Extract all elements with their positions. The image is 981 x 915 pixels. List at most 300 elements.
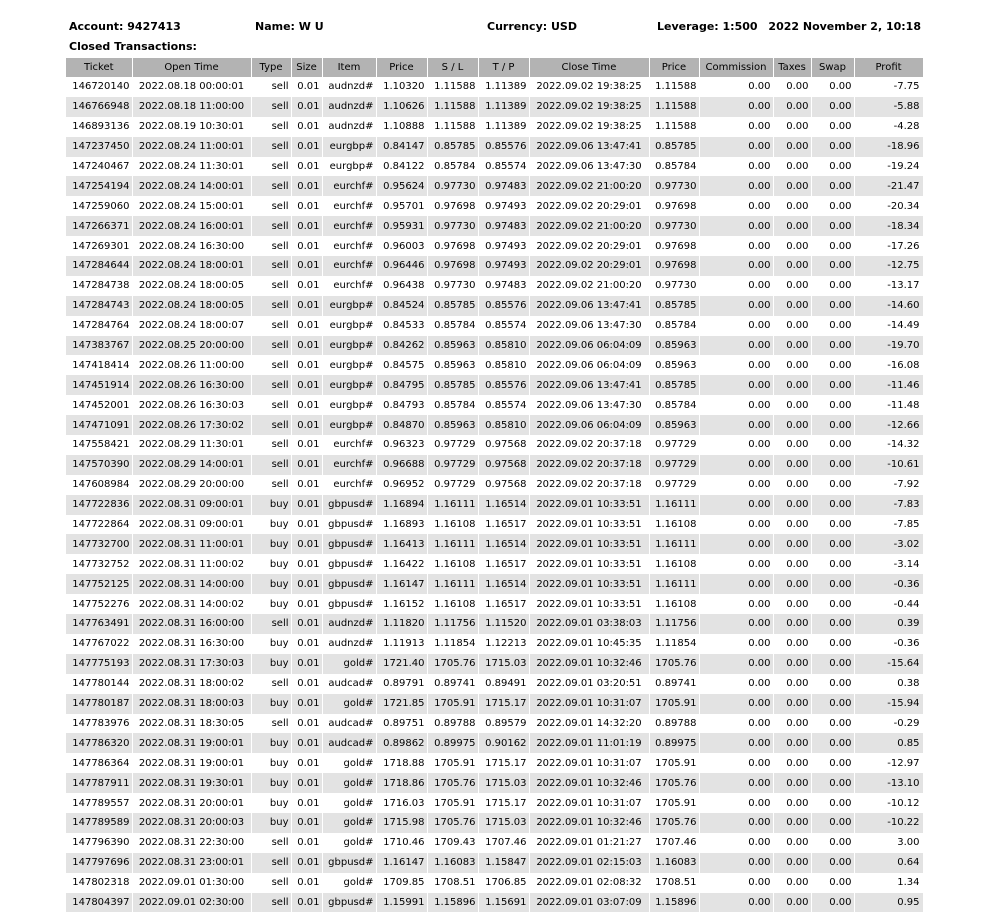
cell-commission: 0.00: [699, 554, 773, 574]
cell-take-profit: 1.11389: [478, 97, 529, 117]
column-header-open-time: Open Time: [132, 58, 251, 77]
table-row: [66, 415, 923, 435]
cell-close-time: 2022.09.01 03:38:03: [529, 614, 649, 634]
cell-close-time: 2022.09.02 21:00:20: [529, 216, 649, 236]
cell-taxes: 0.00: [773, 395, 811, 415]
cell-commission: 0.00: [699, 256, 773, 276]
cell-size: 0.01: [291, 853, 322, 873]
cell-size: 0.01: [291, 634, 322, 654]
cell-profit: -0.29: [854, 714, 923, 734]
cell-profit: -7.85: [854, 515, 923, 535]
table-row: [66, 614, 923, 634]
cell-taxes: 0.00: [773, 415, 811, 435]
cell-type: sell: [251, 77, 291, 97]
cell-stop-loss: 1709.43: [427, 833, 478, 853]
table-row: [66, 495, 923, 515]
cell-close-price: 1.11588: [649, 117, 699, 137]
cell-taxes: 0.00: [773, 714, 811, 734]
cell-open-price: 1.16894: [376, 495, 427, 515]
cell-swap: 0.00: [811, 276, 854, 296]
cell-close-time: 2022.09.01 02:08:32: [529, 873, 649, 893]
cell-swap: 0.00: [811, 893, 854, 913]
cell-taxes: 0.00: [773, 77, 811, 97]
cell-ticket: 147722864: [66, 515, 132, 535]
cell-stop-loss: 1705.91: [427, 793, 478, 813]
cell-close-time: 2022.09.02 19:38:25: [529, 77, 649, 97]
cell-taxes: 0.00: [773, 674, 811, 694]
cell-ticket: 147767022: [66, 634, 132, 654]
cell-open-price: 0.95931: [376, 216, 427, 236]
cell-open-time: 2022.08.24 11:00:01: [132, 137, 251, 157]
cell-swap: 0.00: [811, 395, 854, 415]
cell-swap: 0.00: [811, 733, 854, 753]
cell-stop-loss: 1.11588: [427, 117, 478, 137]
cell-item: gbpusd#: [322, 594, 376, 614]
cell-ticket: 147451914: [66, 375, 132, 395]
cell-close-price: 0.85963: [649, 415, 699, 435]
cell-ticket: 147763491: [66, 614, 132, 634]
cell-commission: 0.00: [699, 137, 773, 157]
cell-profit: -13.17: [854, 276, 923, 296]
table-row: [66, 674, 923, 694]
cell-open-price: 0.84524: [376, 296, 427, 316]
cell-type: buy: [251, 813, 291, 833]
cell-close-price: 0.97698: [649, 196, 699, 216]
cell-open-price: 0.96952: [376, 475, 427, 495]
cell-type: sell: [251, 236, 291, 256]
cell-close-price: 0.89741: [649, 674, 699, 694]
cell-take-profit: 1715.17: [478, 793, 529, 813]
column-header-stop-loss: S / L: [427, 58, 478, 77]
cell-item: audcad#: [322, 674, 376, 694]
cell-open-time: 2022.08.24 18:00:05: [132, 276, 251, 296]
cell-profit: -3.02: [854, 534, 923, 554]
cell-commission: 0.00: [699, 515, 773, 535]
table-header-row: [66, 58, 923, 77]
cell-commission: 0.00: [699, 395, 773, 415]
cell-size: 0.01: [291, 614, 322, 634]
cell-take-profit: 0.85576: [478, 296, 529, 316]
cell-commission: 0.00: [699, 893, 773, 913]
table-row: [66, 813, 923, 833]
cell-open-time: 2022.08.31 14:00:00: [132, 574, 251, 594]
cell-take-profit: 1.16514: [478, 495, 529, 515]
cell-commission: 0.00: [699, 694, 773, 714]
table-row: [66, 395, 923, 415]
cell-open-price: 1.15991: [376, 893, 427, 913]
table-row: [66, 157, 923, 177]
cell-item: eurgbp#: [322, 375, 376, 395]
cell-stop-loss: 1.11854: [427, 634, 478, 654]
cell-type: sell: [251, 853, 291, 873]
account-leverage: Leverage: 1:500: [657, 20, 758, 33]
cell-item: eurgbp#: [322, 316, 376, 336]
cell-item: gold#: [322, 753, 376, 773]
cell-open-time: 2022.08.31 19:00:01: [132, 753, 251, 773]
cell-close-time: 2022.09.02 20:37:18: [529, 435, 649, 455]
cell-profit: -14.49: [854, 316, 923, 336]
cell-commission: 0.00: [699, 117, 773, 137]
cell-open-time: 2022.08.31 16:00:00: [132, 614, 251, 634]
cell-item: eurchf#: [322, 236, 376, 256]
cell-open-price: 0.96003: [376, 236, 427, 256]
column-header-swap: Swap: [811, 58, 854, 77]
cell-swap: 0.00: [811, 176, 854, 196]
cell-type: sell: [251, 176, 291, 196]
cell-swap: 0.00: [811, 694, 854, 714]
cell-open-price: 1709.85: [376, 873, 427, 893]
cell-open-price: 0.96438: [376, 276, 427, 296]
cell-close-time: 2022.09.01 11:01:19: [529, 733, 649, 753]
cell-commission: 0.00: [699, 475, 773, 495]
table-row: [66, 634, 923, 654]
cell-close-time: 2022.09.02 20:29:01: [529, 196, 649, 216]
cell-take-profit: 1706.85: [478, 873, 529, 893]
cell-size: 0.01: [291, 236, 322, 256]
cell-profit: -10.22: [854, 813, 923, 833]
cell-type: buy: [251, 634, 291, 654]
cell-open-time: 2022.08.31 22:30:00: [132, 833, 251, 853]
cell-size: 0.01: [291, 157, 322, 177]
cell-open-time: 2022.08.24 18:00:07: [132, 316, 251, 336]
cell-take-profit: 1707.46: [478, 833, 529, 853]
cell-open-time: 2022.08.31 11:00:01: [132, 534, 251, 554]
cell-profit: -10.61: [854, 455, 923, 475]
table-row: [66, 375, 923, 395]
table-row: [66, 475, 923, 495]
cell-profit: -14.32: [854, 435, 923, 455]
cell-open-time: 2022.08.24 18:00:01: [132, 256, 251, 276]
cell-profit: -4.28: [854, 117, 923, 137]
cell-ticket: 147732700: [66, 534, 132, 554]
cell-close-time: 2022.09.01 10:33:51: [529, 594, 649, 614]
cell-size: 0.01: [291, 833, 322, 853]
cell-taxes: 0.00: [773, 355, 811, 375]
cell-ticket: 147254194: [66, 176, 132, 196]
cell-close-time: 2022.09.01 10:33:51: [529, 515, 649, 535]
cell-swap: 0.00: [811, 77, 854, 97]
cell-close-price: 1708.51: [649, 873, 699, 893]
cell-type: sell: [251, 196, 291, 216]
cell-open-price: 1.16147: [376, 853, 427, 873]
cell-taxes: 0.00: [773, 157, 811, 177]
cell-open-price: 0.96323: [376, 435, 427, 455]
cell-commission: 0.00: [699, 375, 773, 395]
table-row: [66, 853, 923, 873]
cell-close-time: 2022.09.06 13:47:30: [529, 316, 649, 336]
cell-type: buy: [251, 534, 291, 554]
cell-item: audnzd#: [322, 77, 376, 97]
cell-take-profit: 0.85576: [478, 137, 529, 157]
cell-close-price: 1705.76: [649, 773, 699, 793]
cell-open-time: 2022.08.31 16:30:00: [132, 634, 251, 654]
table-row: [66, 97, 923, 117]
cell-open-price: 1.16147: [376, 574, 427, 594]
cell-close-time: 2022.09.01 14:32:20: [529, 714, 649, 734]
cell-take-profit: 1.11520: [478, 614, 529, 634]
cell-taxes: 0.00: [773, 853, 811, 873]
cell-ticket: 147608984: [66, 475, 132, 495]
cell-open-price: 1715.98: [376, 813, 427, 833]
cell-taxes: 0.00: [773, 196, 811, 216]
cell-swap: 0.00: [811, 515, 854, 535]
cell-close-price: 0.97698: [649, 256, 699, 276]
cell-take-profit: 1.16514: [478, 574, 529, 594]
cell-swap: 0.00: [811, 654, 854, 674]
cell-swap: 0.00: [811, 196, 854, 216]
cell-close-price: 0.85784: [649, 316, 699, 336]
column-header-taxes: Taxes: [773, 58, 811, 77]
cell-take-profit: 1.16514: [478, 534, 529, 554]
cell-ticket: 147284743: [66, 296, 132, 316]
cell-taxes: 0.00: [773, 296, 811, 316]
cell-close-price: 1705.91: [649, 694, 699, 714]
cell-ticket: 147796390: [66, 833, 132, 853]
cell-profit: -7.92: [854, 475, 923, 495]
cell-take-profit: 0.85810: [478, 355, 529, 375]
table-row: [66, 753, 923, 773]
cell-profit: -19.24: [854, 157, 923, 177]
cell-profit: -12.75: [854, 256, 923, 276]
table-row: [66, 554, 923, 574]
cell-take-profit: 0.89579: [478, 714, 529, 734]
cell-stop-loss: 0.97730: [427, 276, 478, 296]
cell-open-time: 2022.08.29 14:00:01: [132, 455, 251, 475]
cell-size: 0.01: [291, 415, 322, 435]
cell-size: 0.01: [291, 495, 322, 515]
cell-taxes: 0.00: [773, 634, 811, 654]
table-row: [66, 455, 923, 475]
cell-close-time: 2022.09.02 20:29:01: [529, 256, 649, 276]
cell-open-price: 0.84533: [376, 316, 427, 336]
cell-type: buy: [251, 694, 291, 714]
cell-open-price: 0.95624: [376, 176, 427, 196]
cell-taxes: 0.00: [773, 515, 811, 535]
cell-close-price: 1.16083: [649, 853, 699, 873]
cell-commission: 0.00: [699, 316, 773, 336]
cell-take-profit: 0.97568: [478, 455, 529, 475]
cell-swap: 0.00: [811, 614, 854, 634]
cell-open-price: 0.89791: [376, 674, 427, 694]
cell-commission: 0.00: [699, 833, 773, 853]
cell-item: gbpusd#: [322, 495, 376, 515]
cell-commission: 0.00: [699, 574, 773, 594]
cell-open-time: 2022.08.31 11:00:02: [132, 554, 251, 574]
cell-ticket: 147786320: [66, 733, 132, 753]
cell-stop-loss: 1.16108: [427, 515, 478, 535]
cell-take-profit: 1.15847: [478, 853, 529, 873]
column-header-close-price: Price: [649, 58, 699, 77]
table-row: [66, 196, 923, 216]
cell-type: sell: [251, 137, 291, 157]
cell-swap: 0.00: [811, 117, 854, 137]
cell-taxes: 0.00: [773, 256, 811, 276]
cell-stop-loss: 0.85785: [427, 375, 478, 395]
cell-commission: 0.00: [699, 753, 773, 773]
table-row: [66, 355, 923, 375]
cell-size: 0.01: [291, 395, 322, 415]
cell-take-profit: 0.85574: [478, 316, 529, 336]
table-row: [66, 833, 923, 853]
cell-type: sell: [251, 256, 291, 276]
cell-ticket: 147780187: [66, 694, 132, 714]
cell-take-profit: 1715.03: [478, 773, 529, 793]
column-header-profit: Profit: [854, 58, 923, 77]
cell-close-price: 1.16108: [649, 594, 699, 614]
cell-swap: 0.00: [811, 355, 854, 375]
cell-profit: 3.00: [854, 833, 923, 853]
cell-type: buy: [251, 654, 291, 674]
cell-commission: 0.00: [699, 355, 773, 375]
cell-taxes: 0.00: [773, 893, 811, 913]
cell-commission: 0.00: [699, 813, 773, 833]
cell-stop-loss: 1.16111: [427, 495, 478, 515]
cell-open-time: 2022.08.24 16:00:01: [132, 216, 251, 236]
cell-size: 0.01: [291, 176, 322, 196]
cell-take-profit: 0.97568: [478, 435, 529, 455]
cell-take-profit: 1.15691: [478, 893, 529, 913]
cell-close-time: 2022.09.01 10:32:46: [529, 654, 649, 674]
cell-taxes: 0.00: [773, 137, 811, 157]
cell-stop-loss: 0.97729: [427, 455, 478, 475]
cell-taxes: 0.00: [773, 475, 811, 495]
cell-item: eurgbp#: [322, 296, 376, 316]
cell-profit: -12.66: [854, 415, 923, 435]
cell-commission: 0.00: [699, 594, 773, 614]
cell-open-time: 2022.08.31 23:00:01: [132, 853, 251, 873]
cell-type: sell: [251, 614, 291, 634]
closed-transactions-table: [66, 58, 924, 912]
cell-open-time: 2022.08.25 20:00:00: [132, 336, 251, 356]
cell-item: audnzd#: [322, 614, 376, 634]
cell-item: eurchf#: [322, 216, 376, 236]
cell-take-profit: 0.97493: [478, 256, 529, 276]
cell-close-time: 2022.09.06 13:47:41: [529, 296, 649, 316]
cell-open-time: 2022.08.18 11:00:00: [132, 97, 251, 117]
cell-profit: -16.08: [854, 355, 923, 375]
cell-open-time: 2022.08.31 14:00:02: [132, 594, 251, 614]
cell-close-price: 0.85785: [649, 375, 699, 395]
cell-swap: 0.00: [811, 316, 854, 336]
column-header-ticket: Ticket: [66, 58, 132, 77]
cell-close-time: 2022.09.02 21:00:20: [529, 276, 649, 296]
cell-close-time: 2022.09.01 02:15:03: [529, 853, 649, 873]
cell-taxes: 0.00: [773, 733, 811, 753]
cell-ticket: 147732752: [66, 554, 132, 574]
cell-swap: 0.00: [811, 634, 854, 654]
cell-type: sell: [251, 714, 291, 734]
cell-item: audnzd#: [322, 117, 376, 137]
cell-swap: 0.00: [811, 336, 854, 356]
cell-open-time: 2022.08.31 20:00:03: [132, 813, 251, 833]
cell-taxes: 0.00: [773, 614, 811, 634]
table-row: [66, 733, 923, 753]
cell-take-profit: 0.90162: [478, 733, 529, 753]
cell-profit: -5.88: [854, 97, 923, 117]
cell-swap: 0.00: [811, 833, 854, 853]
cell-type: sell: [251, 435, 291, 455]
cell-ticket: 146893136: [66, 117, 132, 137]
cell-open-time: 2022.08.31 19:00:01: [132, 733, 251, 753]
cell-take-profit: 1715.17: [478, 753, 529, 773]
cell-swap: 0.00: [811, 455, 854, 475]
cell-open-price: 1.16152: [376, 594, 427, 614]
cell-open-price: 1.10626: [376, 97, 427, 117]
cell-ticket: 147269301: [66, 236, 132, 256]
cell-size: 0.01: [291, 256, 322, 276]
table-row: [66, 435, 923, 455]
cell-open-price: 1.11913: [376, 634, 427, 654]
cell-taxes: 0.00: [773, 375, 811, 395]
cell-take-profit: 0.89491: [478, 674, 529, 694]
cell-close-time: 2022.09.01 10:32:46: [529, 813, 649, 833]
cell-ticket: 147804397: [66, 893, 132, 913]
cell-item: gold#: [322, 694, 376, 714]
cell-profit: -0.36: [854, 634, 923, 654]
cell-open-price: 0.84575: [376, 355, 427, 375]
cell-type: buy: [251, 495, 291, 515]
cell-profit: -18.96: [854, 137, 923, 157]
cell-ticket: 147237450: [66, 137, 132, 157]
cell-item: eurchf#: [322, 196, 376, 216]
cell-stop-loss: 1.16111: [427, 574, 478, 594]
cell-commission: 0.00: [699, 773, 773, 793]
cell-ticket: 147783976: [66, 714, 132, 734]
account-currency: Currency: USD: [487, 20, 577, 33]
cell-open-time: 2022.08.24 11:30:01: [132, 157, 251, 177]
cell-close-price: 0.89975: [649, 733, 699, 753]
cell-take-profit: 0.85576: [478, 375, 529, 395]
cell-profit: -0.44: [854, 594, 923, 614]
cell-commission: 0.00: [699, 176, 773, 196]
cell-commission: 0.00: [699, 236, 773, 256]
cell-type: buy: [251, 594, 291, 614]
cell-stop-loss: 1705.91: [427, 694, 478, 714]
cell-profit: -15.94: [854, 694, 923, 714]
cell-ticket: 147570390: [66, 455, 132, 475]
cell-stop-loss: 0.85784: [427, 316, 478, 336]
cell-ticket: 146766948: [66, 97, 132, 117]
cell-type: sell: [251, 355, 291, 375]
cell-size: 0.01: [291, 455, 322, 475]
cell-swap: 0.00: [811, 435, 854, 455]
cell-item: eurgbp#: [322, 415, 376, 435]
cell-stop-loss: 1.11756: [427, 614, 478, 634]
cell-open-time: 2022.08.31 18:00:03: [132, 694, 251, 714]
cell-stop-loss: 1705.76: [427, 773, 478, 793]
cell-profit: -12.97: [854, 753, 923, 773]
cell-open-time: 2022.08.26 16:30:03: [132, 395, 251, 415]
cell-take-profit: 0.97568: [478, 475, 529, 495]
account-number: Account: 9427413: [69, 20, 181, 33]
column-header-open-price: Price: [376, 58, 427, 77]
cell-take-profit: 0.97493: [478, 236, 529, 256]
cell-take-profit: 0.97483: [478, 216, 529, 236]
cell-ticket: 147775193: [66, 654, 132, 674]
cell-size: 0.01: [291, 435, 322, 455]
cell-profit: -15.64: [854, 654, 923, 674]
column-header-close-time: Close Time: [529, 58, 649, 77]
cell-close-price: 0.85963: [649, 355, 699, 375]
cell-commission: 0.00: [699, 614, 773, 634]
cell-close-time: 2022.09.01 10:31:07: [529, 793, 649, 813]
cell-profit: 0.38: [854, 674, 923, 694]
cell-close-time: 2022.09.02 19:38:25: [529, 117, 649, 137]
cell-ticket: 147789557: [66, 793, 132, 813]
cell-swap: 0.00: [811, 415, 854, 435]
cell-profit: -0.36: [854, 574, 923, 594]
cell-taxes: 0.00: [773, 773, 811, 793]
